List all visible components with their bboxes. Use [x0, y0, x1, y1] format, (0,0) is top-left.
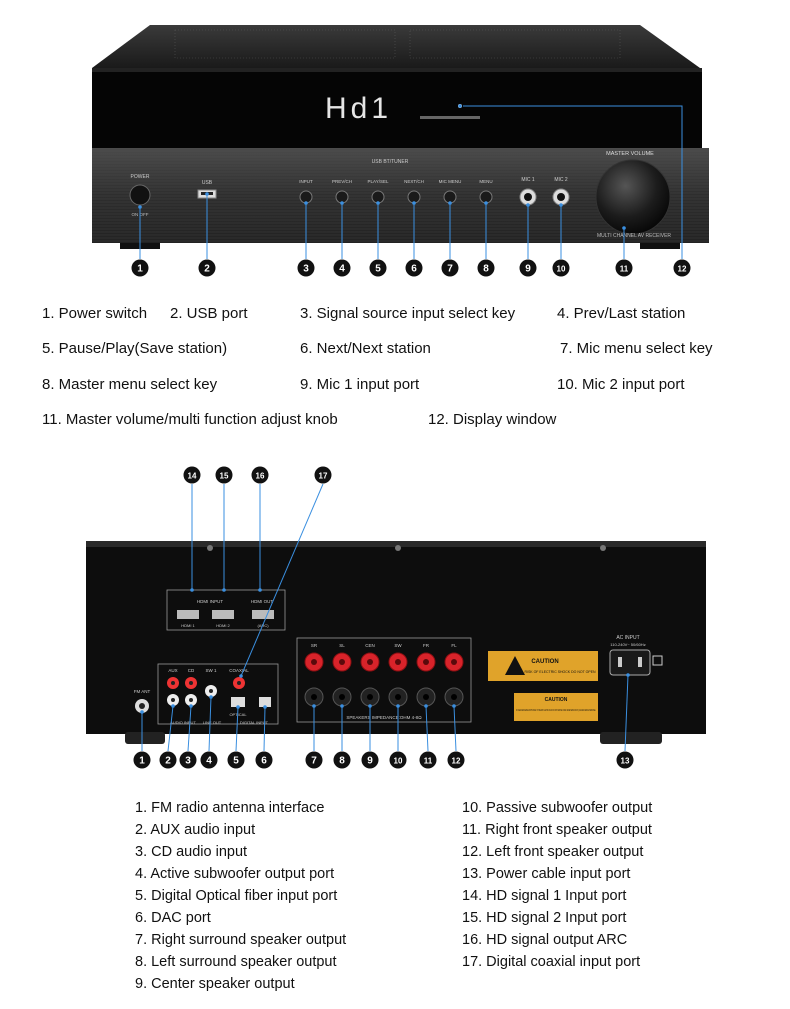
speaker-label: SR — [310, 643, 318, 648]
caution-label-plate — [488, 651, 598, 681]
ac-input-spec: 110-240V~ 50/60Hz — [610, 642, 646, 647]
callout-number: 8 — [339, 755, 345, 767]
rear-legend-item: 6. DAC port — [135, 910, 211, 926]
rear-legend-item: 2. AUX audio input — [135, 822, 256, 838]
callout-dot — [209, 695, 213, 699]
power-button — [130, 185, 150, 205]
caution-notice-title: CAUTION — [544, 697, 568, 703]
rear-legend-item: 3. CD audio input — [135, 844, 248, 860]
callout-dot — [340, 704, 344, 708]
caution-sub: RISK OF ELECTRIC SHOCK DO NOT OPEN — [524, 670, 596, 674]
callout-number: 1 — [137, 263, 143, 275]
caution-title: CAUTION — [531, 659, 559, 665]
front-legend-item: 4. Prev/Last station — [557, 305, 686, 322]
line-out-label: LINE OUT — [202, 720, 222, 725]
callout-number: 11 — [619, 264, 629, 274]
callout-number: 2 — [204, 263, 210, 275]
callout-dot — [340, 201, 344, 205]
front-button[interactable] — [480, 191, 492, 203]
rear-legend-item: 8. Left surround speaker output — [135, 954, 337, 970]
front-button-label: MIC MENU — [438, 179, 462, 184]
hdmi-out-label: HDMI OUT — [250, 599, 274, 604]
callout-number: 13 — [620, 756, 630, 766]
front-button[interactable] — [336, 191, 348, 203]
callout-dot — [171, 704, 175, 708]
audio-input-label: AUDIO INPUT — [170, 720, 196, 725]
callout-dot — [396, 704, 400, 708]
front-button[interactable] — [372, 191, 384, 203]
rear-legend-item: 15. HD signal 2 Input port — [462, 910, 627, 926]
callout-number: 10 — [393, 756, 403, 766]
callout-dot — [236, 705, 240, 709]
speakers-label: SPEAKERS IMPEDANCE:OHM 4-8Ω — [346, 715, 422, 720]
front-legend-item: 8. Master menu select key — [42, 376, 218, 393]
display-readout: Hd1 — [325, 92, 393, 125]
front-button-label: PREV/CH — [331, 179, 353, 184]
callout-dot — [526, 203, 530, 207]
front-button[interactable] — [300, 191, 312, 203]
rear-panel-illustration — [0, 455, 790, 775]
coaxial-label: COAXIAL — [229, 668, 249, 673]
front-button-label: INPUT — [299, 179, 313, 184]
callout-dot — [452, 704, 456, 708]
rear-legend-item: 5. Digital Optical fiber input port — [135, 888, 338, 904]
ac-input-label: AC INPUT — [616, 635, 640, 641]
front-button-label: MENU — [479, 179, 493, 184]
model-label: MULTI CHANNEL AV RECEIVER — [596, 233, 672, 239]
front-legend-item: 12. Display window — [428, 411, 557, 428]
rear-legend-item: 9. Center speaker output — [135, 976, 295, 992]
mic1-label: MIC 1 — [521, 177, 535, 183]
callout-number: 12 — [677, 264, 687, 274]
front-button[interactable] — [444, 191, 456, 203]
callout-dot — [559, 203, 563, 207]
rear-legend-item: 1. FM radio antenna interface — [135, 800, 325, 816]
caution-notice-text: NO USER-SERVICEABLE PARTS INSIDE. TO PREVENT ELECTRIC SHOCK DO NOT REMOVE COVER. REFER SERVICING TO QUALIFIED SERVICE PERSONNEL. — [516, 708, 597, 712]
callout-dot — [376, 201, 380, 205]
callout-number: 10 — [556, 264, 566, 274]
callout-number: 4 — [206, 755, 212, 767]
display-indicators — [420, 116, 480, 119]
sw1-label: SW 1 — [205, 668, 217, 673]
front-button-label: NEXT/CH — [404, 179, 424, 184]
front-legend-item: 6. Next/Next station — [300, 340, 431, 357]
optical-label: OPTICAL — [229, 712, 247, 717]
rear-legend-item: 14. HD signal 1 Input port — [462, 888, 627, 904]
callout-number: 9 — [525, 263, 531, 275]
front-legend-item: 7. Mic menu select key — [560, 340, 713, 357]
callout-dot — [484, 201, 488, 205]
callout-number: 16 — [255, 471, 265, 481]
callout-dot — [140, 710, 144, 714]
front-panel-illustration — [0, 0, 790, 290]
callout-number: 12 — [451, 756, 461, 766]
button-group-label: USB BT/TUNER — [371, 159, 409, 165]
rear-legend-item: 13. Power cable input port — [462, 866, 631, 882]
callout-dot — [138, 205, 142, 209]
speaker-label: SW — [394, 643, 402, 648]
cd-label: CD — [187, 668, 195, 673]
rear-legend-item: 7. Right surround speaker output — [135, 932, 347, 948]
callout-number: 15 — [219, 471, 229, 481]
callout-number: 7 — [447, 263, 453, 275]
front-legend-item: 2. USB port — [170, 305, 248, 322]
front-legend-item: 1. Power switch — [42, 305, 148, 322]
callout-dot — [412, 201, 416, 205]
callout-dot — [239, 674, 243, 678]
front-legend-item: 9. Mic 1 input port — [300, 376, 420, 393]
aux-label: AUX — [168, 668, 178, 673]
front-legend-item: 11. Master volume/multi function adjust knob — [42, 411, 338, 428]
volume-knob — [596, 160, 670, 234]
callout-dot — [626, 673, 630, 677]
rear-legend-item: 10. Passive subwoofer output — [462, 800, 653, 816]
usb-label: USB — [201, 180, 213, 186]
volume-label: MASTER VOLUME — [606, 151, 654, 157]
callout-number: 5 — [375, 263, 381, 275]
callout-dot — [189, 704, 193, 708]
callout-number: 17 — [318, 471, 328, 481]
callout-dot — [312, 704, 316, 708]
callout-dot — [258, 588, 262, 592]
rear-legend-item: 17. Digital coaxial input port — [462, 954, 641, 970]
hdmi1-label: HDMI 1 — [181, 623, 195, 628]
digital-input-label: DIGITAL INPUT — [239, 720, 269, 725]
callout-dot — [205, 192, 209, 196]
callout-number: 6 — [411, 263, 417, 275]
front-legend-item: 5. Pause/Play(Save station) — [42, 340, 228, 357]
mic2-label: MIC 2 — [554, 177, 568, 183]
callout-dot — [448, 201, 452, 205]
fm-label: FM ANT — [133, 689, 151, 694]
speaker-label: FR — [423, 643, 429, 648]
hdmi2-port — [212, 610, 234, 619]
callout-dot — [458, 104, 462, 108]
callout-dot — [622, 226, 626, 230]
callout-dot — [263, 705, 267, 709]
front-legend-item: 10. Mic 2 input port — [557, 376, 685, 393]
callout-dot — [304, 201, 308, 205]
rear-legend-item: 11. Right front speaker output — [462, 822, 652, 838]
speaker-label: SL — [339, 643, 345, 648]
callout-number: 14 — [187, 471, 197, 481]
rear-legend-item: 4. Active subwoofer output port — [135, 866, 335, 882]
rear-legend-item: 12. Left front speaker output — [462, 844, 644, 860]
display-glass — [92, 68, 702, 148]
hdmi2-label: HDMI 2 — [216, 623, 230, 628]
callout-number: 3 — [303, 263, 309, 275]
callout-number: 8 — [483, 263, 489, 275]
callout-number: 3 — [185, 755, 191, 767]
callout-dot — [424, 704, 428, 708]
callout-number: 2 — [165, 755, 171, 767]
callout-dot — [368, 704, 372, 708]
hdmi1-port — [177, 610, 199, 619]
hdmi-input-label: HDMI INPUT — [196, 599, 224, 604]
callout-dot — [222, 588, 226, 592]
speaker-label: CEN — [365, 643, 375, 648]
callout-number: 6 — [261, 755, 267, 767]
ac-socket — [610, 650, 650, 675]
callout-number: 7 — [311, 755, 317, 767]
callout-number: 9 — [367, 755, 373, 767]
callout-number: 11 — [423, 756, 433, 766]
speaker-label: FL — [451, 643, 457, 648]
callout-dot — [190, 588, 194, 592]
callout-number: 1 — [139, 755, 145, 767]
top-lid — [92, 25, 700, 68]
power-label: POWER — [130, 174, 150, 180]
rear-legend-item: 16. HD signal output ARC — [462, 932, 628, 948]
front-button-label: PLAY/SEL — [367, 179, 389, 184]
callout-number: 5 — [233, 755, 239, 767]
callout-number: 4 — [339, 263, 345, 275]
hdmi-arc-label: (ARC) — [257, 623, 269, 628]
power-states-label: ON OFF — [131, 212, 149, 217]
front-button[interactable] — [408, 191, 420, 203]
front-legend-item: 3. Signal source input select key — [300, 305, 516, 322]
hdmi-out-port — [252, 610, 274, 619]
